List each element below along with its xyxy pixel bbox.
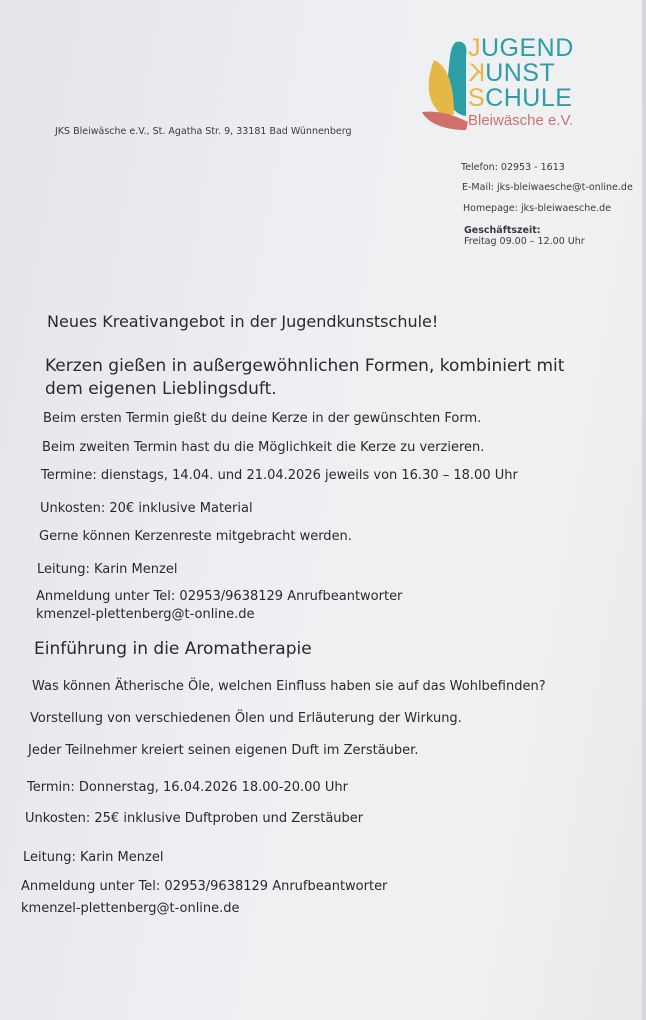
aroma-registration: Anmeldung unter Tel: 02953/9638129 Anrufbeantworter (21, 879, 388, 894)
candle-title-line1: Kerzen gießen in außergewöhnlichen Formen, kombiniert mit (45, 356, 565, 376)
aroma-leader: Leitung: Karin Menzel (23, 850, 164, 865)
candle-text: Beim ersten Termin gießt du deine Kerze in der gewünschten Form. (43, 411, 482, 426)
logo-initial: K (468, 59, 486, 87)
office-hours: Freitag 09.00 – 12.00 Uhr (464, 236, 585, 247)
logo-line-jugend (468, 36, 574, 61)
candle-registration: Anmeldung unter Tel: 02953/9638129 Anrufbeantworter (36, 589, 403, 604)
candle-title-line2: dem eigenen Lieblingsduft. (45, 379, 277, 399)
candle-leader: Leitung: Karin Menzel (37, 562, 178, 577)
logo-subtitle: Bleiwäsche e.V. (468, 112, 574, 129)
contact-email: E-Mail: jks-bleiwaesche@t-online.de (462, 182, 633, 193)
logo-text: UNST (485, 59, 556, 87)
logo-figure-icon (420, 36, 470, 132)
candle-email: kmenzel-plettenberg@t-online.de (36, 607, 255, 622)
logo-initial: S (468, 84, 486, 112)
logo-line-schule (468, 86, 572, 111)
aroma-email: kmenzel-plettenberg@t-online.de (21, 901, 240, 916)
sender-address: JKS Bleiwäsche e.V., St. Agatha Str. 9, 33181 Bad Wünnenberg (55, 126, 352, 137)
candle-dates: Termine: dienstags, 14.04. und 21.04.2026 jeweils von 16.30 – 18.00 Uhr (41, 468, 518, 483)
aroma-title: Einführung in die Aromatherapie (34, 639, 312, 659)
aroma-text: Was können Ätherische Öle, welchen Einfluss haben sie auf das Wohlbefinden? (32, 679, 546, 694)
paper-edge (642, 0, 646, 1020)
office-hours-label: Geschäftszeit: (464, 225, 541, 236)
contact-homepage: Homepage: jks-bleiwaesche.de (463, 203, 612, 214)
logo-line-kunst (468, 61, 555, 86)
intro-heading: Neues Kreativangebot in der Jugendkunstschule! (47, 312, 439, 331)
logo-text: UGEND (481, 34, 574, 62)
aroma-costs: Unkosten: 25€ inklusive Duftproben und Zerstäuber (25, 811, 364, 826)
aroma-text: Jeder Teilnehmer kreiert seinen eigenen Duft im Zerstäuber. (28, 743, 419, 758)
logo-initial: J (468, 34, 481, 62)
contact-phone: Telefon: 02953 - 1613 (461, 162, 565, 173)
candle-costs: Unkosten: 20€ inklusive Material (40, 501, 253, 516)
jks-logo (420, 36, 590, 132)
aroma-date: Termin: Donnerstag, 16.04.2026 18.00-20.00 Uhr (27, 780, 348, 795)
candle-text: Gerne können Kerzenreste mitgebracht werden. (39, 529, 352, 544)
aroma-text: Vorstellung von verschiedenen Ölen und Erläuterung der Wirkung. (30, 711, 462, 726)
candle-text: Beim zweiten Termin hast du die Möglichkeit die Kerze zu verzieren. (42, 440, 485, 455)
logo-text: CHULE (485, 84, 573, 112)
